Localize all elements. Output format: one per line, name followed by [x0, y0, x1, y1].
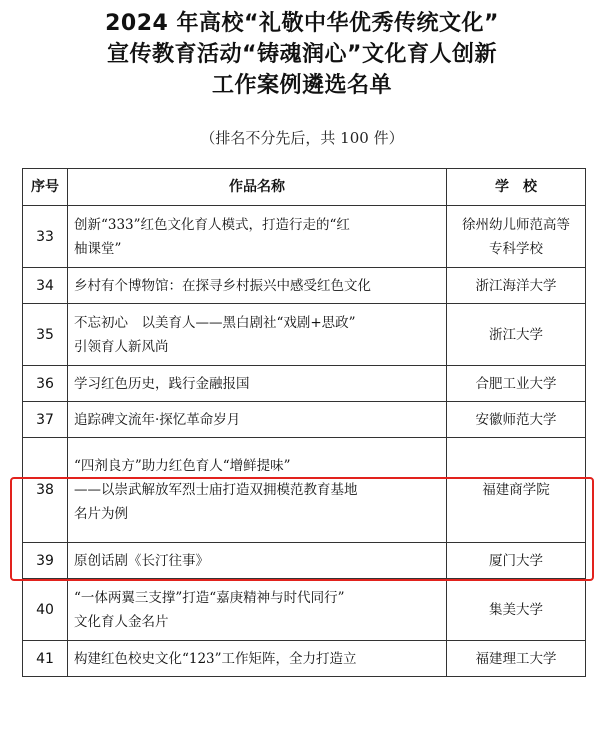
row-school — [447, 438, 586, 543]
work-line: 乡村有个博物馆：在探寻乡村振兴中感受红色文化 — [73, 277, 371, 294]
school-line: 合肥工业大学 — [475, 375, 557, 392]
school-line: 浙江大学 — [489, 326, 544, 343]
work-line: 原创话剧《长汀往事》 — [73, 552, 209, 569]
school-line: 集美大学 — [489, 601, 544, 618]
row-school — [447, 579, 586, 641]
work-line: “一体两翼三支撑”打造“嘉庚精神与时代同行” — [73, 589, 345, 606]
work-line: 创新“333”红色文化育人模式，打造行走的“红 — [73, 216, 350, 233]
subtitle: （排名不分先后，共 100 件） — [200, 129, 404, 147]
school-line: 浙江海洋大学 — [475, 277, 557, 294]
row-number: 37 — [23, 402, 68, 438]
table-row — [23, 543, 586, 579]
work-line: 引领育人新风尚 — [73, 338, 169, 355]
row-work — [67, 268, 446, 304]
row-work — [67, 543, 446, 579]
row-school — [447, 206, 586, 268]
school-line: 安徽师范大学 — [475, 411, 557, 428]
work-line: 构建红色校史文化“123”工作矩阵，全力打造立 — [73, 650, 357, 667]
work-line: 柚课堂” — [73, 240, 122, 257]
school-line: 专科学校 — [489, 240, 544, 257]
row-number: 39 — [23, 543, 68, 579]
title-line-2: 宣传教育活动“铸魂润心”文化育人创新 — [107, 42, 497, 67]
title-line-1: 2024 年高校“礼敬中华优秀传统文化” — [105, 11, 499, 36]
row-number: 33 — [23, 206, 68, 268]
school-line: 徐州幼儿师范高等 — [462, 216, 571, 233]
row-school — [447, 543, 586, 579]
table-row — [23, 206, 586, 268]
table-row — [23, 402, 586, 438]
table-row — [23, 366, 586, 402]
work-line: 名片为例 — [73, 506, 128, 522]
header-work: 作品名称 — [67, 169, 446, 206]
work-line: “四剂良方”助力红色育人“增鲜提味” — [73, 458, 291, 474]
row-school — [447, 402, 586, 438]
table-row — [23, 641, 586, 677]
table-body — [23, 206, 586, 677]
row-school — [447, 304, 586, 366]
work-line: 学习红色历史，践行金融报国 — [73, 375, 250, 392]
row-number: 35 — [23, 304, 68, 366]
row-work — [67, 304, 446, 366]
row-school — [447, 268, 586, 304]
row-work — [67, 206, 446, 268]
row-number: 38 — [23, 438, 68, 543]
row-number: 41 — [23, 641, 68, 677]
table-header-row — [23, 169, 586, 206]
title-line-3: 工作案例遴选名单 — [211, 73, 392, 98]
work-line: 文化育人金名片 — [73, 613, 169, 630]
row-number: 36 — [23, 366, 68, 402]
header-school: 学 校 — [447, 169, 586, 206]
school-line: 福建理工大学 — [475, 650, 557, 667]
row-work — [67, 438, 446, 543]
work-line: 不忘初心 以美育人——黑白剧社“戏剧+思政” — [73, 314, 356, 331]
row-number: 34 — [23, 268, 68, 304]
row-school — [447, 366, 586, 402]
work-line: ——以崇武解放军烈士庙打造双拥模范教育基地 — [73, 482, 358, 498]
row-work — [67, 641, 446, 677]
row-work — [67, 579, 446, 641]
row-work — [67, 402, 446, 438]
table-row — [23, 268, 586, 304]
table-row — [23, 304, 586, 366]
table-row — [23, 579, 586, 641]
row-number: 40 — [23, 579, 68, 641]
school-line: 福建商学院 — [482, 482, 550, 498]
school-line: 厦门大学 — [489, 552, 544, 569]
header-number: 序号 — [23, 169, 68, 206]
row-school — [447, 641, 586, 677]
document-title — [0, 8, 604, 101]
row-work — [67, 366, 446, 402]
table-row — [23, 438, 586, 543]
selection-table — [22, 168, 586, 677]
work-line: 追踪碑文流年·探忆革命岁月 — [73, 411, 241, 428]
